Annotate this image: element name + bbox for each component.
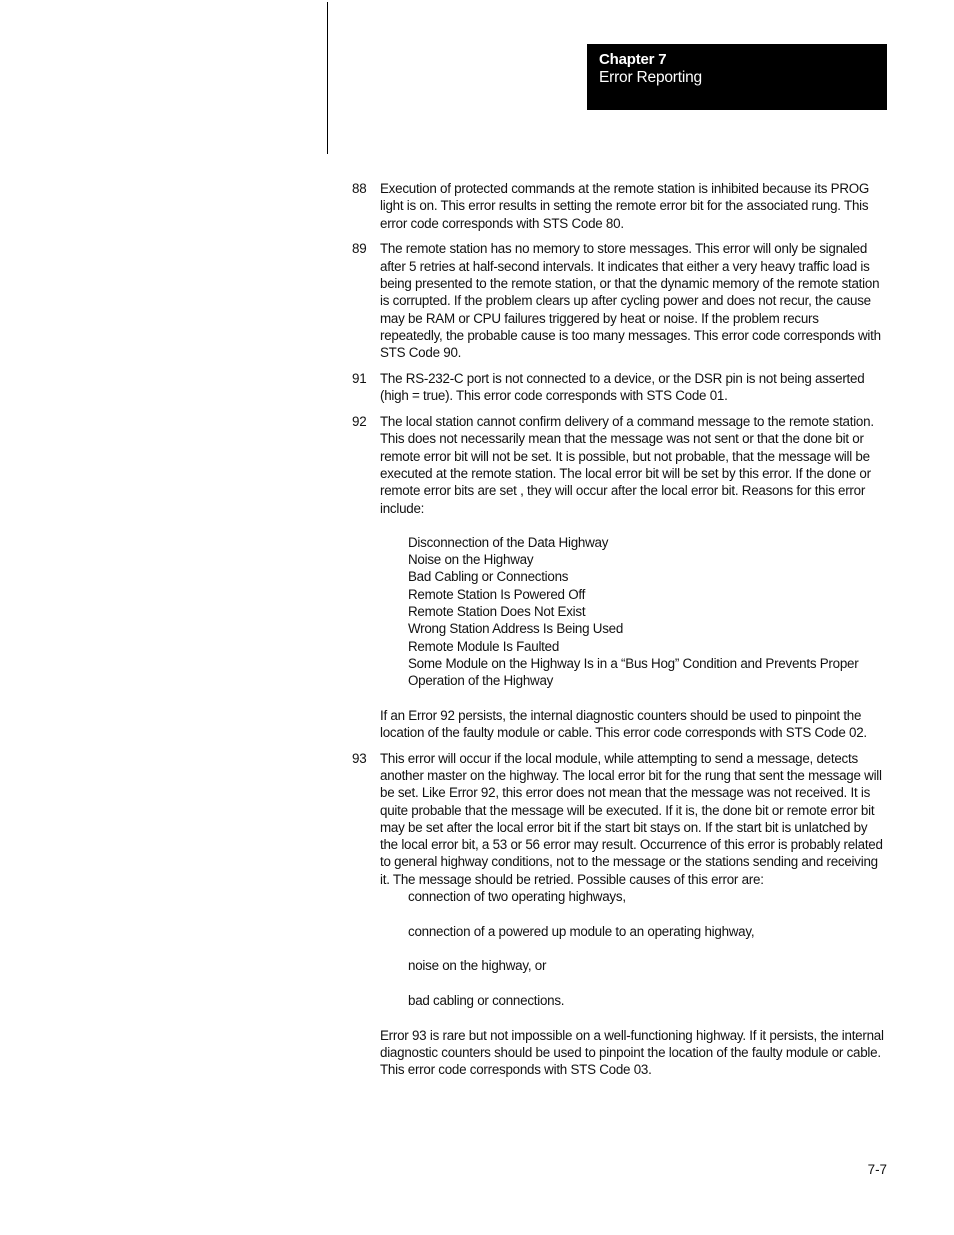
error-entry-92 [352,413,884,741]
error-description-text: Execution of protected commands at the remote station is inhibited because its PROG light is on. This error results in setting the remote error bit for the associated rung. This error code corresponds with STS Code 80. [380,181,870,231]
error-entry-88 [352,180,884,232]
cause-list [408,534,884,690]
list-item: connection of two operating highways, [408,888,626,904]
list-item: Bad Cabling or Connections [408,569,569,585]
error-description-text: This error will occur if the local module, while attempting to send a message, detects another master on the highway. The local error bit for the rung that sent the message will be set. Like Error 92, this error does not mean that the message was not received. It is quite probable that the message will be executed. If it is, the done bit or remote error bit may be set after the local error bit if the start bit stays on. If the start bit is unlatched by the local error bit, a 53 or 56 error may result. Occurrence of this error is probably related to general highway conditions, not to the message or the stations sending and receiving it. The message should be retried. Possible causes of this error are: [380,750,883,887]
error-entry-89 [352,240,884,361]
error-description-text: The remote station has no memory to store messages. This error will only be signaled after 5 retries at half-second intervals. It indicates that either a very heavy traffic load is being presented to the remote station, or that the dynamic memory of the remote station is corrupted. If the problem clears up after cycling power and does not recur, the cause may be RAM or CPU failures triggered by heat or noise. If the problem recurs repeatedly, the probable cause is too many messages. This error code corresponds with STS Code 90. [380,241,881,361]
error-description [380,413,884,741]
error-code: 89 [352,241,367,257]
error-description [380,750,884,1079]
list-item: Remote Module Is Faulted [408,638,560,654]
error-code-list [352,180,884,1087]
list-item: noise on the highway, or [408,958,547,974]
list-item: Noise on the Highway [408,552,534,568]
error-description [380,180,884,232]
error-description [380,240,884,361]
error-description-text: The RS-232-C port is not connected to a device, or the DSR pin is not being asserted (high = true). This error code corresponds with STS Code 01. [380,370,865,404]
error-entry-91 [352,370,884,405]
list-item: connection of a powered up module to an operating highway, [408,923,755,939]
cause-list [408,888,884,1009]
chapter-label: Chapter 7 [599,51,667,68]
error-followup-text: Error 93 is rare but not impossible on a well-functioning highway. If it persists, the internal diagnostic counters should be used to pinpoint the location of the faulty module or cable. This error code corresponds with STS Code 03. [380,1027,884,1078]
list-item: bad cabling or connections. [408,993,565,1009]
page-number: 7-7 [867,1162,887,1177]
error-code: 88 [352,181,367,196]
chapter-title: Error Reporting [599,69,702,86]
error-followup-text: If an Error 92 persists, the internal diagnostic counters should be used to pinpoint the location of the faulty module or cable. This error code corresponds with STS Code 02. [380,707,867,740]
error-code: 93 [352,750,367,766]
list-item: Remote Station Is Powered Off [408,586,586,602]
error-entry-93 [352,750,884,1079]
error-description-text: The local station cannot confirm delivery of a command message to the remote station. This does not necessarily mean that the message was not sent or that the done bit or remote error bit will not be set. It is possible, but not probable, that the message will be executed at the remote station. The local error bit will be set by this error. If the done or remote error bits are set , they will occur after the local error bit. Reasons for this error include: [380,414,874,516]
list-item: Disconnection of the Data Highway [408,534,609,550]
list-item: Wrong Station Address Is Being Used [408,621,624,637]
error-code: 92 [352,414,367,430]
error-description [380,370,884,405]
chapter-header [587,44,887,110]
list-item: Remote Station Does Not Exist [408,604,586,620]
margin-rule [327,2,328,154]
error-code: 91 [352,370,367,386]
list-item: Some Module on the Highway Is in a “Bus Hog” Condition and Prevents Proper Operation of the Highway [408,655,859,689]
